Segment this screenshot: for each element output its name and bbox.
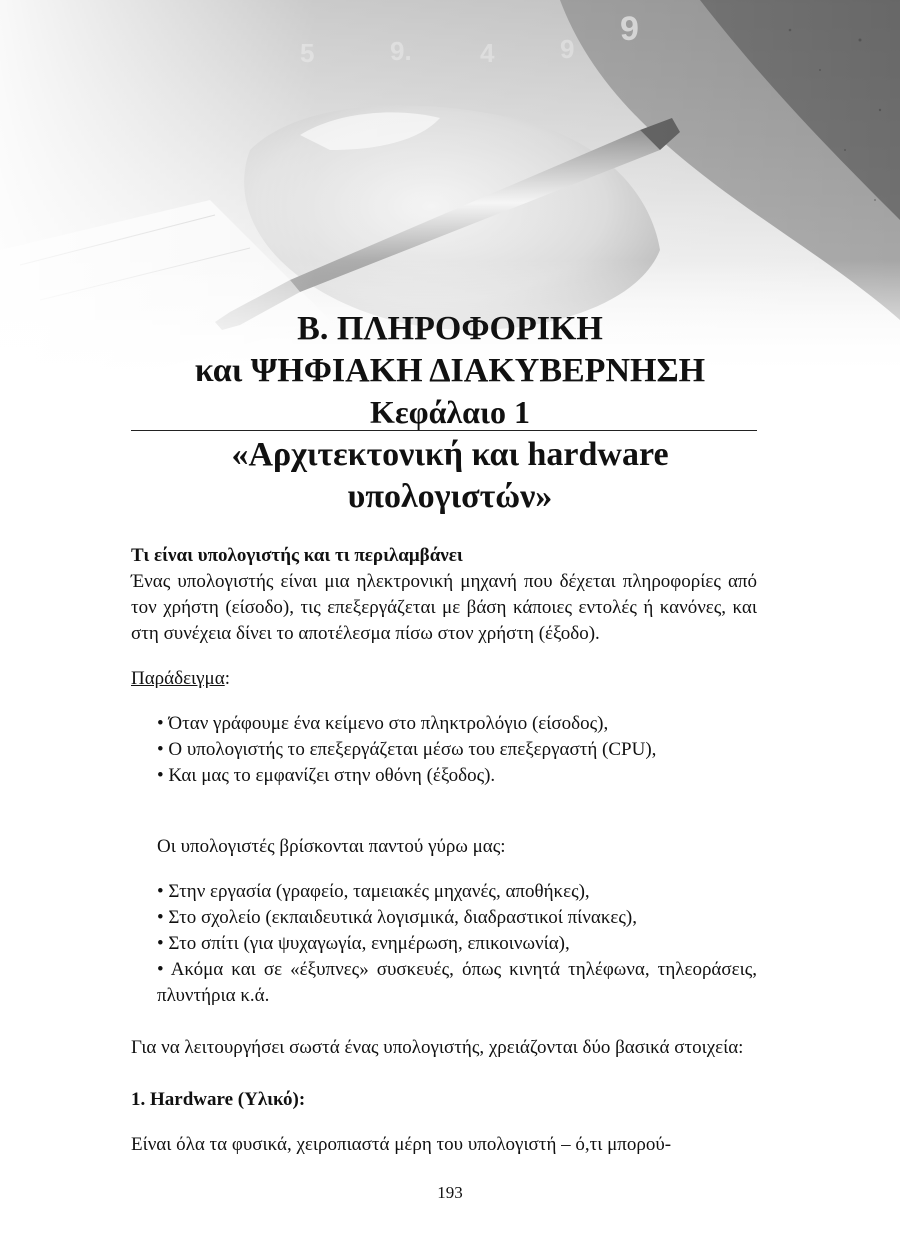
list-item: • Όταν γράφουμε ένα κείμενο στο πληκτρολόγιο (είσοδος), [157,713,609,734]
list-item: • Ο υπολογιστής το επεξεργάζεται μέσω του επεξεργαστή (CPU), [157,739,657,760]
list-item: • Στο σχολείο (εκπαιδευτικά λογισμικά, διαδραστικοί πίνακες), [157,907,637,928]
title-block [0,308,900,432]
divider [131,430,757,431]
section-title: Β. ΠΛΗΡΟΦΟΡΙΚΗ [297,310,603,347]
paragraph: Για να λειτουργήσει σωστά ένας υπολογιστής, χρειάζονται δύο βασικά στοιχεία: [131,1037,744,1058]
body-text [131,543,757,1177]
chapter-title [0,434,900,518]
list-item: • Και μας το εμφανίζει στην οθόνη (έξοδος). [157,765,496,786]
example-list [131,711,757,789]
example-label-text: Παράδειγμα [131,668,225,689]
paragraph: Οι υπολογιστές βρίσκονται παντού γύρω μας: [157,836,506,857]
chapter-title-line: «Αρχιτεκτονική και hardware [231,436,669,473]
subsection-heading: 1. Hardware (Υλικό): [131,1089,306,1110]
paragraph: Ένας υπολογιστής είναι μια ηλεκτρονική μηχανή που δέχεται πληροφορίες από τον χρήστη (είσοδο), τις επεξεργάζεται με βάση κάποιες εντολές ή κανόνες, και στη συνέχεια δίνει το αποτέλεσμα πίσω στον χρήστη (έξοδο). [131,571,757,644]
chapter-label: Κεφάλαιο 1 [370,394,530,430]
list-item: • Στο σπίτι (για ψυχαγωγία, ενημέρωση, επικοινωνία), [157,933,570,954]
section-subtitle: και ΨΗΦΙΑΚΗ ΔΙΑΚΥΒΕΡΝΗΣΗ [194,352,706,389]
page-number: 193 [437,1183,463,1202]
list-item: • Στην εργασία (γραφείο, ταμειακές μηχανές, αποθήκες), [157,881,590,902]
paragraph: Είναι όλα τα φυσικά, χειροπιαστά μέρη του υπολογιστή – ό,τι μπορού- [131,1134,672,1155]
usage-list [131,879,757,1009]
example-label [131,666,757,692]
example-colon: : [224,668,230,689]
chapter-title-line: υπολογιστών» [347,478,553,515]
subsection-heading: Τι είναι υπολογιστής και τι περιλαμβάνει [131,545,463,566]
list-item: • Ακόμα και σε «έξυπνες» συσκευές, όπως κινητά τηλέφωνα, τηλεοράσεις, πλυντήρια κ.ά. [157,959,757,1006]
